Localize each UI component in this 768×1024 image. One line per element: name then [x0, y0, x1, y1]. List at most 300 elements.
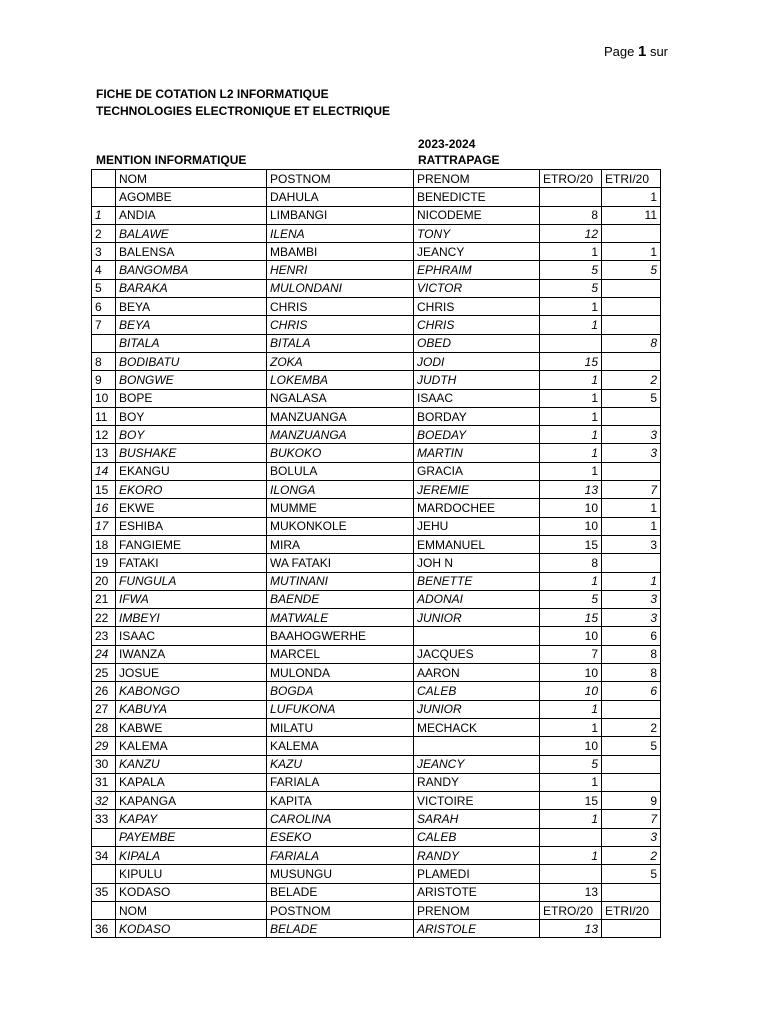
etri-cell — [602, 755, 661, 773]
prenom-cell: MECHACK — [414, 718, 540, 736]
prenom-cell: ISAAC — [414, 389, 540, 407]
etro-cell: 13 — [540, 481, 602, 499]
table-row — [92, 279, 661, 297]
prenom-cell: ARISTOTE — [414, 883, 540, 901]
prenom-cell: BOEDAY — [414, 426, 540, 444]
prenom-cell: MARTIN — [414, 444, 540, 462]
etro-cell: 1 — [540, 462, 602, 480]
nom-cell: BODIBATU — [116, 352, 267, 370]
table-row — [92, 846, 661, 864]
etro-cell: 10 — [540, 682, 602, 700]
table-header-row — [92, 901, 661, 919]
row-number-cell: 16 — [92, 499, 116, 517]
prenom-cell: JUNIOR — [414, 700, 540, 718]
row-number-cell: 2 — [92, 224, 116, 242]
postnom-cell: DAHULA — [267, 188, 414, 206]
prenom-cell: RANDY — [414, 773, 540, 791]
etri-cell — [602, 773, 661, 791]
session-label: RATTRAPAGE — [418, 153, 500, 167]
prenom-cell — [414, 627, 540, 645]
etro-cell: 1 — [540, 846, 602, 864]
table-row — [92, 517, 661, 535]
nom-cell: FATAKI — [116, 554, 267, 572]
row-number-cell: 15 — [92, 481, 116, 499]
etri-cell: 8 — [602, 334, 661, 352]
etri-cell — [602, 224, 661, 242]
document-title: FICHE DE COTATION L2 INFORMATIQUE — [96, 87, 329, 101]
etri-cell — [602, 700, 661, 718]
etri-cell: 6 — [602, 682, 661, 700]
table-row — [92, 261, 661, 279]
prenom-cell: JEHU — [414, 517, 540, 535]
nom-cell: EKWE — [116, 499, 267, 517]
prenom-cell: CHRIS — [414, 316, 540, 334]
nom-cell: KANZU — [116, 755, 267, 773]
nom-cell: BARAKA — [116, 279, 267, 297]
postnom-cell: FARIALA — [267, 846, 414, 864]
table-row — [92, 700, 661, 718]
etro-cell — [540, 188, 602, 206]
prenom-cell: EMMANUEL — [414, 535, 540, 553]
etro-cell: 15 — [540, 609, 602, 627]
etro-cell: 8 — [540, 554, 602, 572]
table-row — [92, 462, 661, 480]
nom-cell: KIPALA — [116, 846, 267, 864]
nom-cell: BOY — [116, 426, 267, 444]
etri-cell: 7 — [602, 481, 661, 499]
nom-cell: BUSHAKE — [116, 444, 267, 462]
postnom-cell: MUMME — [267, 499, 414, 517]
nom-cell: JOSUE — [116, 664, 267, 682]
postnom-cell: ILONGA — [267, 481, 414, 499]
prenom-cell: ARISTOLE — [414, 920, 540, 938]
nom-cell: FANGIEME — [116, 535, 267, 553]
postnom-cell: MILATU — [267, 718, 414, 736]
column-header-prenom: PRENOM — [414, 901, 540, 919]
table-row — [92, 426, 661, 444]
row-number-cell: 22 — [92, 609, 116, 627]
nom-cell: KABONGO — [116, 682, 267, 700]
table-row — [92, 810, 661, 828]
mention-label: MENTION INFORMATIQUE — [96, 153, 247, 167]
postnom-cell: KAZU — [267, 755, 414, 773]
nom-cell: EKANGU — [116, 462, 267, 480]
prenom-cell: ADONAI — [414, 590, 540, 608]
prenom-cell: JACQUES — [414, 645, 540, 663]
grades-table — [91, 169, 661, 938]
etro-cell: 15 — [540, 352, 602, 370]
table-row — [92, 481, 661, 499]
column-header-postnom: POSTNOM — [267, 901, 414, 919]
row-number-cell: 34 — [92, 846, 116, 864]
prenom-cell: JUNIOR — [414, 609, 540, 627]
table-row — [92, 627, 661, 645]
table-row — [92, 755, 661, 773]
etro-cell — [540, 334, 602, 352]
etri-cell: 5 — [602, 865, 661, 883]
column-header-nom: NOM — [116, 170, 267, 188]
nom-cell: BEYA — [116, 316, 267, 334]
table-row — [92, 828, 661, 846]
page-number-label — [604, 43, 668, 63]
row-number-cell: 28 — [92, 718, 116, 736]
etro-cell: 10 — [540, 499, 602, 517]
nom-cell: FUNGULA — [116, 572, 267, 590]
postnom-cell: LUFUKONA — [267, 700, 414, 718]
row-number-cell: 32 — [92, 792, 116, 810]
postnom-cell: MULONDANI — [267, 279, 414, 297]
prenom-cell: SARAH — [414, 810, 540, 828]
etri-cell: 1 — [602, 517, 661, 535]
etro-cell: 1 — [540, 389, 602, 407]
etri-cell — [602, 920, 661, 938]
row-number-cell: 6 — [92, 298, 116, 316]
postnom-cell: KAPITA — [267, 792, 414, 810]
postnom-cell: CHRIS — [267, 298, 414, 316]
etro-cell — [540, 828, 602, 846]
etri-cell: 1 — [602, 572, 661, 590]
postnom-cell: BOGDA — [267, 682, 414, 700]
row-number-cell: 13 — [92, 444, 116, 462]
etri-cell: 11 — [602, 206, 661, 224]
etro-cell: 1 — [540, 572, 602, 590]
postnom-cell: ZOKA — [267, 352, 414, 370]
nom-cell: IFWA — [116, 590, 267, 608]
table-row — [92, 298, 661, 316]
nom-cell: ISAAC — [116, 627, 267, 645]
nom-cell: IWANZA — [116, 645, 267, 663]
postnom-cell: CAROLINA — [267, 810, 414, 828]
row-number-cell — [92, 901, 116, 919]
column-header-nom: NOM — [116, 901, 267, 919]
etri-cell: 2 — [602, 846, 661, 864]
etro-cell: 10 — [540, 664, 602, 682]
table-row — [92, 645, 661, 663]
row-number-cell: 25 — [92, 664, 116, 682]
prenom-cell: JEANCY — [414, 755, 540, 773]
etri-cell: 9 — [602, 792, 661, 810]
postnom-cell: FARIALA — [267, 773, 414, 791]
etri-cell — [602, 316, 661, 334]
row-number-cell: 8 — [92, 352, 116, 370]
row-number-cell: 12 — [92, 426, 116, 444]
table-row — [92, 371, 661, 389]
nom-cell: BALAWE — [116, 224, 267, 242]
etri-cell — [602, 554, 661, 572]
nom-cell: BEYA — [116, 298, 267, 316]
etro-cell: 10 — [540, 517, 602, 535]
nom-cell: IMBEYI — [116, 609, 267, 627]
etro-cell: 1 — [540, 371, 602, 389]
etri-cell: 1 — [602, 243, 661, 261]
table-row — [92, 352, 661, 370]
prenom-cell: CALEB — [414, 682, 540, 700]
etro-cell: 13 — [540, 920, 602, 938]
column-header-etri: ETRI/20 — [602, 170, 661, 188]
row-number-cell: 33 — [92, 810, 116, 828]
postnom-cell: LOKEMBA — [267, 371, 414, 389]
etro-cell: 1 — [540, 243, 602, 261]
nom-cell: BITALA — [116, 334, 267, 352]
etro-cell: 13 — [540, 883, 602, 901]
table-row — [92, 188, 661, 206]
page-number: 1 — [637, 43, 647, 60]
postnom-cell: KALEMA — [267, 737, 414, 755]
prenom-cell: EPHRAIM — [414, 261, 540, 279]
etri-cell: 3 — [602, 828, 661, 846]
table-header-row — [92, 170, 661, 188]
postnom-cell: BOLULA — [267, 462, 414, 480]
table-row — [92, 883, 661, 901]
postnom-cell: MUSUNGU — [267, 865, 414, 883]
nom-cell: BANGOMBA — [116, 261, 267, 279]
prenom-cell: OBED — [414, 334, 540, 352]
etro-cell: 1 — [540, 407, 602, 425]
etro-cell: 1 — [540, 298, 602, 316]
postnom-cell: MANZUANGA — [267, 426, 414, 444]
etro-cell: 5 — [540, 755, 602, 773]
table-row — [92, 444, 661, 462]
nom-cell: BALENSA — [116, 243, 267, 261]
nom-cell: EKORO — [116, 481, 267, 499]
row-number-cell: 24 — [92, 645, 116, 663]
postnom-cell: BAAHOGWERHE — [267, 627, 414, 645]
nom-cell: AGOMBE — [116, 188, 267, 206]
postnom-cell: MARCEL — [267, 645, 414, 663]
column-header-etri: ETRI/20 — [602, 901, 661, 919]
nom-cell: KAPALA — [116, 773, 267, 791]
prenom-cell: JUDTH — [414, 371, 540, 389]
nom-cell: PAYEMBE — [116, 828, 267, 846]
row-number-cell — [92, 334, 116, 352]
prenom-cell: NICODEME — [414, 206, 540, 224]
postnom-cell: MUTINANI — [267, 572, 414, 590]
postnom-cell: MATWALE — [267, 609, 414, 627]
etri-cell — [602, 883, 661, 901]
nom-cell: KAPAY — [116, 810, 267, 828]
row-number-cell: 19 — [92, 554, 116, 572]
row-number-cell: 14 — [92, 462, 116, 480]
etri-cell: 3 — [602, 590, 661, 608]
row-number-cell: 30 — [92, 755, 116, 773]
nom-cell: KODASO — [116, 920, 267, 938]
postnom-cell: LIMBANGI — [267, 206, 414, 224]
etro-cell: 5 — [540, 279, 602, 297]
postnom-cell: MBAMBI — [267, 243, 414, 261]
prenom-cell: RANDY — [414, 846, 540, 864]
table-row — [92, 792, 661, 810]
prenom-cell: JEREMIE — [414, 481, 540, 499]
table-row — [92, 773, 661, 791]
nom-cell: KAPANGA — [116, 792, 267, 810]
row-number-cell — [92, 828, 116, 846]
row-number-cell: 1 — [92, 206, 116, 224]
postnom-cell: BUKOKO — [267, 444, 414, 462]
etro-cell: 5 — [540, 261, 602, 279]
postnom-cell: MULONDA — [267, 664, 414, 682]
postnom-cell: MUKONKOLE — [267, 517, 414, 535]
table-row — [92, 407, 661, 425]
nom-cell: BOPE — [116, 389, 267, 407]
nom-cell: ANDIA — [116, 206, 267, 224]
column-header-etro: ETRO/20 — [540, 170, 602, 188]
row-number-cell: 20 — [92, 572, 116, 590]
postnom-cell: WA FATAKI — [267, 554, 414, 572]
postnom-cell: BELADE — [267, 920, 414, 938]
table-row — [92, 316, 661, 334]
etri-cell: 5 — [602, 261, 661, 279]
postnom-cell: NGALASA — [267, 389, 414, 407]
table-row — [92, 389, 661, 407]
row-number-cell — [92, 188, 116, 206]
etri-cell: 2 — [602, 371, 661, 389]
table-row — [92, 590, 661, 608]
postnom-cell: MIRA — [267, 535, 414, 553]
document-subtitle: TECHNOLOGIES ELECTRONIQUE ET ELECTRIQUE — [96, 104, 391, 118]
prenom-cell: AARON — [414, 664, 540, 682]
prenom-cell: CALEB — [414, 828, 540, 846]
grades-table-body — [92, 170, 661, 938]
etro-cell: 12 — [540, 224, 602, 242]
nom-cell: BONGWE — [116, 371, 267, 389]
etri-cell: 3 — [602, 444, 661, 462]
etri-cell: 7 — [602, 810, 661, 828]
prenom-cell: VICTOIRE — [414, 792, 540, 810]
etro-cell: 8 — [540, 206, 602, 224]
etri-cell — [602, 279, 661, 297]
row-number-cell: 9 — [92, 371, 116, 389]
postnom-cell: ILENA — [267, 224, 414, 242]
academic-year: 2023-2024 — [418, 137, 476, 151]
page-suffix: sur — [646, 44, 668, 59]
table-row — [92, 499, 661, 517]
table-row — [92, 737, 661, 755]
etri-cell — [602, 352, 661, 370]
nom-cell: BOY — [116, 407, 267, 425]
prenom-cell: MARDOCHEE — [414, 499, 540, 517]
etro-cell — [540, 865, 602, 883]
nom-cell: ESHIBA — [116, 517, 267, 535]
postnom-cell: HENRI — [267, 261, 414, 279]
row-number-cell — [92, 865, 116, 883]
table-row — [92, 334, 661, 352]
etro-cell: 10 — [540, 627, 602, 645]
table-row — [92, 206, 661, 224]
row-number-cell: 26 — [92, 682, 116, 700]
nom-cell: KABUYA — [116, 700, 267, 718]
table-row — [92, 718, 661, 736]
etri-cell: 3 — [602, 535, 661, 553]
postnom-cell: CHRIS — [267, 316, 414, 334]
table-row — [92, 224, 661, 242]
postnom-cell: BITALA — [267, 334, 414, 352]
etri-cell: 6 — [602, 627, 661, 645]
etro-cell: 1 — [540, 773, 602, 791]
table-row — [92, 554, 661, 572]
etri-cell: 5 — [602, 389, 661, 407]
etro-cell: 1 — [540, 444, 602, 462]
table-row — [92, 865, 661, 883]
row-number-cell: 29 — [92, 737, 116, 755]
prenom-cell: JEANCY — [414, 243, 540, 261]
row-number-cell: 36 — [92, 920, 116, 938]
postnom-cell: ESEKO — [267, 828, 414, 846]
row-number-cell: 3 — [92, 243, 116, 261]
etro-cell: 1 — [540, 316, 602, 334]
prenom-cell: VICTOR — [414, 279, 540, 297]
etri-cell: 5 — [602, 737, 661, 755]
row-number-cell: 11 — [92, 407, 116, 425]
postnom-cell: MANZUANGA — [267, 407, 414, 425]
column-header-postnom: POSTNOM — [267, 170, 414, 188]
etro-cell: 15 — [540, 535, 602, 553]
etri-cell — [602, 462, 661, 480]
table-row — [92, 243, 661, 261]
row-number-cell: 18 — [92, 535, 116, 553]
table-row — [92, 920, 661, 938]
postnom-cell: BAENDE — [267, 590, 414, 608]
table-row — [92, 609, 661, 627]
row-number-cell: 5 — [92, 279, 116, 297]
etri-cell: 1 — [602, 499, 661, 517]
prenom-cell: GRACIA — [414, 462, 540, 480]
etri-cell: 3 — [602, 609, 661, 627]
row-number-cell: 27 — [92, 700, 116, 718]
page-prefix: Page — [604, 44, 638, 59]
etro-cell: 15 — [540, 792, 602, 810]
etri-cell: 8 — [602, 645, 661, 663]
etri-cell: 8 — [602, 664, 661, 682]
table-row — [92, 664, 661, 682]
prenom-cell: BORDAY — [414, 407, 540, 425]
etri-cell — [602, 298, 661, 316]
row-number-cell — [92, 170, 116, 188]
nom-cell: KABWE — [116, 718, 267, 736]
etro-cell: 1 — [540, 810, 602, 828]
row-number-cell: 21 — [92, 590, 116, 608]
prenom-cell: JOH N — [414, 554, 540, 572]
row-number-cell: 7 — [92, 316, 116, 334]
etro-cell: 10 — [540, 737, 602, 755]
prenom-cell: BENEDICTE — [414, 188, 540, 206]
etro-cell: 1 — [540, 426, 602, 444]
etro-cell: 1 — [540, 700, 602, 718]
prenom-cell: CHRIS — [414, 298, 540, 316]
etri-cell: 3 — [602, 426, 661, 444]
row-number-cell: 23 — [92, 627, 116, 645]
table-row — [92, 535, 661, 553]
etro-cell: 1 — [540, 718, 602, 736]
row-number-cell: 31 — [92, 773, 116, 791]
prenom-cell: BENETTE — [414, 572, 540, 590]
nom-cell: KALEMA — [116, 737, 267, 755]
etri-cell: 2 — [602, 718, 661, 736]
etri-cell: 1 — [602, 188, 661, 206]
etro-cell: 7 — [540, 645, 602, 663]
nom-cell: KIPULU — [116, 865, 267, 883]
column-header-etro: ETRO/20 — [540, 901, 602, 919]
nom-cell: KODASO — [116, 883, 267, 901]
column-header-prenom: PRENOM — [414, 170, 540, 188]
row-number-cell: 35 — [92, 883, 116, 901]
prenom-cell: PLAMEDI — [414, 865, 540, 883]
prenom-cell — [414, 737, 540, 755]
table-row — [92, 682, 661, 700]
prenom-cell: TONY — [414, 224, 540, 242]
row-number-cell: 17 — [92, 517, 116, 535]
table-row — [92, 572, 661, 590]
row-number-cell: 4 — [92, 261, 116, 279]
